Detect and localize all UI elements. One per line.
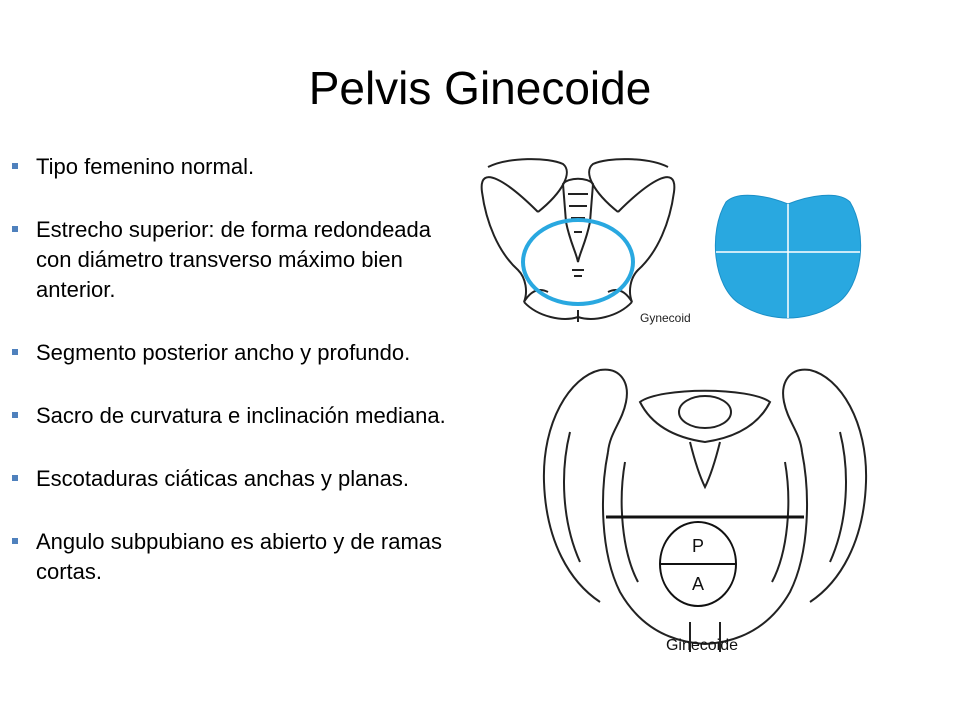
bullet-square-icon bbox=[12, 538, 18, 544]
bullet-item bbox=[10, 401, 460, 431]
bullet-square-icon bbox=[12, 412, 18, 418]
ginecoide-pelvis-diagram bbox=[530, 352, 880, 654]
bullet-square-icon bbox=[12, 475, 18, 481]
bullet-text: Escotaduras ciáticas anchas y planas. bbox=[36, 466, 409, 491]
bullet-square-icon bbox=[12, 163, 18, 169]
bullet-item bbox=[10, 152, 460, 182]
posterior-label: P bbox=[691, 536, 705, 556]
bullet-item bbox=[10, 338, 460, 368]
bullet-square-icon bbox=[12, 226, 18, 232]
bullet-item bbox=[10, 527, 460, 587]
inlet-shape-diagram bbox=[715, 195, 860, 318]
bullet-text: Tipo femenino normal. bbox=[36, 154, 255, 179]
bullet-text: Estrecho superior: de forma redondeada con diámetro transverso máximo bien anterior. bbox=[36, 217, 432, 302]
anterior-label: A bbox=[691, 574, 705, 594]
pelvis-topview-illustration bbox=[544, 370, 866, 652]
slide-title: Pelvis Ginecoide bbox=[308, 62, 652, 114]
pelvis-outline-illustration bbox=[482, 159, 675, 322]
bullet-item bbox=[10, 464, 460, 494]
bullet-text: Segmento posterior ancho y profundo. bbox=[36, 340, 411, 365]
bullet-square-icon bbox=[12, 349, 18, 355]
ginecoide-caption: Ginecoide bbox=[665, 637, 739, 654]
bullet-text: Sacro de curvatura e inclinación mediana. bbox=[36, 403, 446, 428]
gynecoid-caption: Gynecoid bbox=[640, 311, 691, 325]
bullet-text: Angulo subpubiano es abierto y de ramas cortas. bbox=[36, 529, 443, 584]
bullet-list bbox=[10, 152, 460, 620]
bullet-item bbox=[10, 215, 460, 305]
gynecoid-pelvis-diagram bbox=[468, 152, 880, 332]
